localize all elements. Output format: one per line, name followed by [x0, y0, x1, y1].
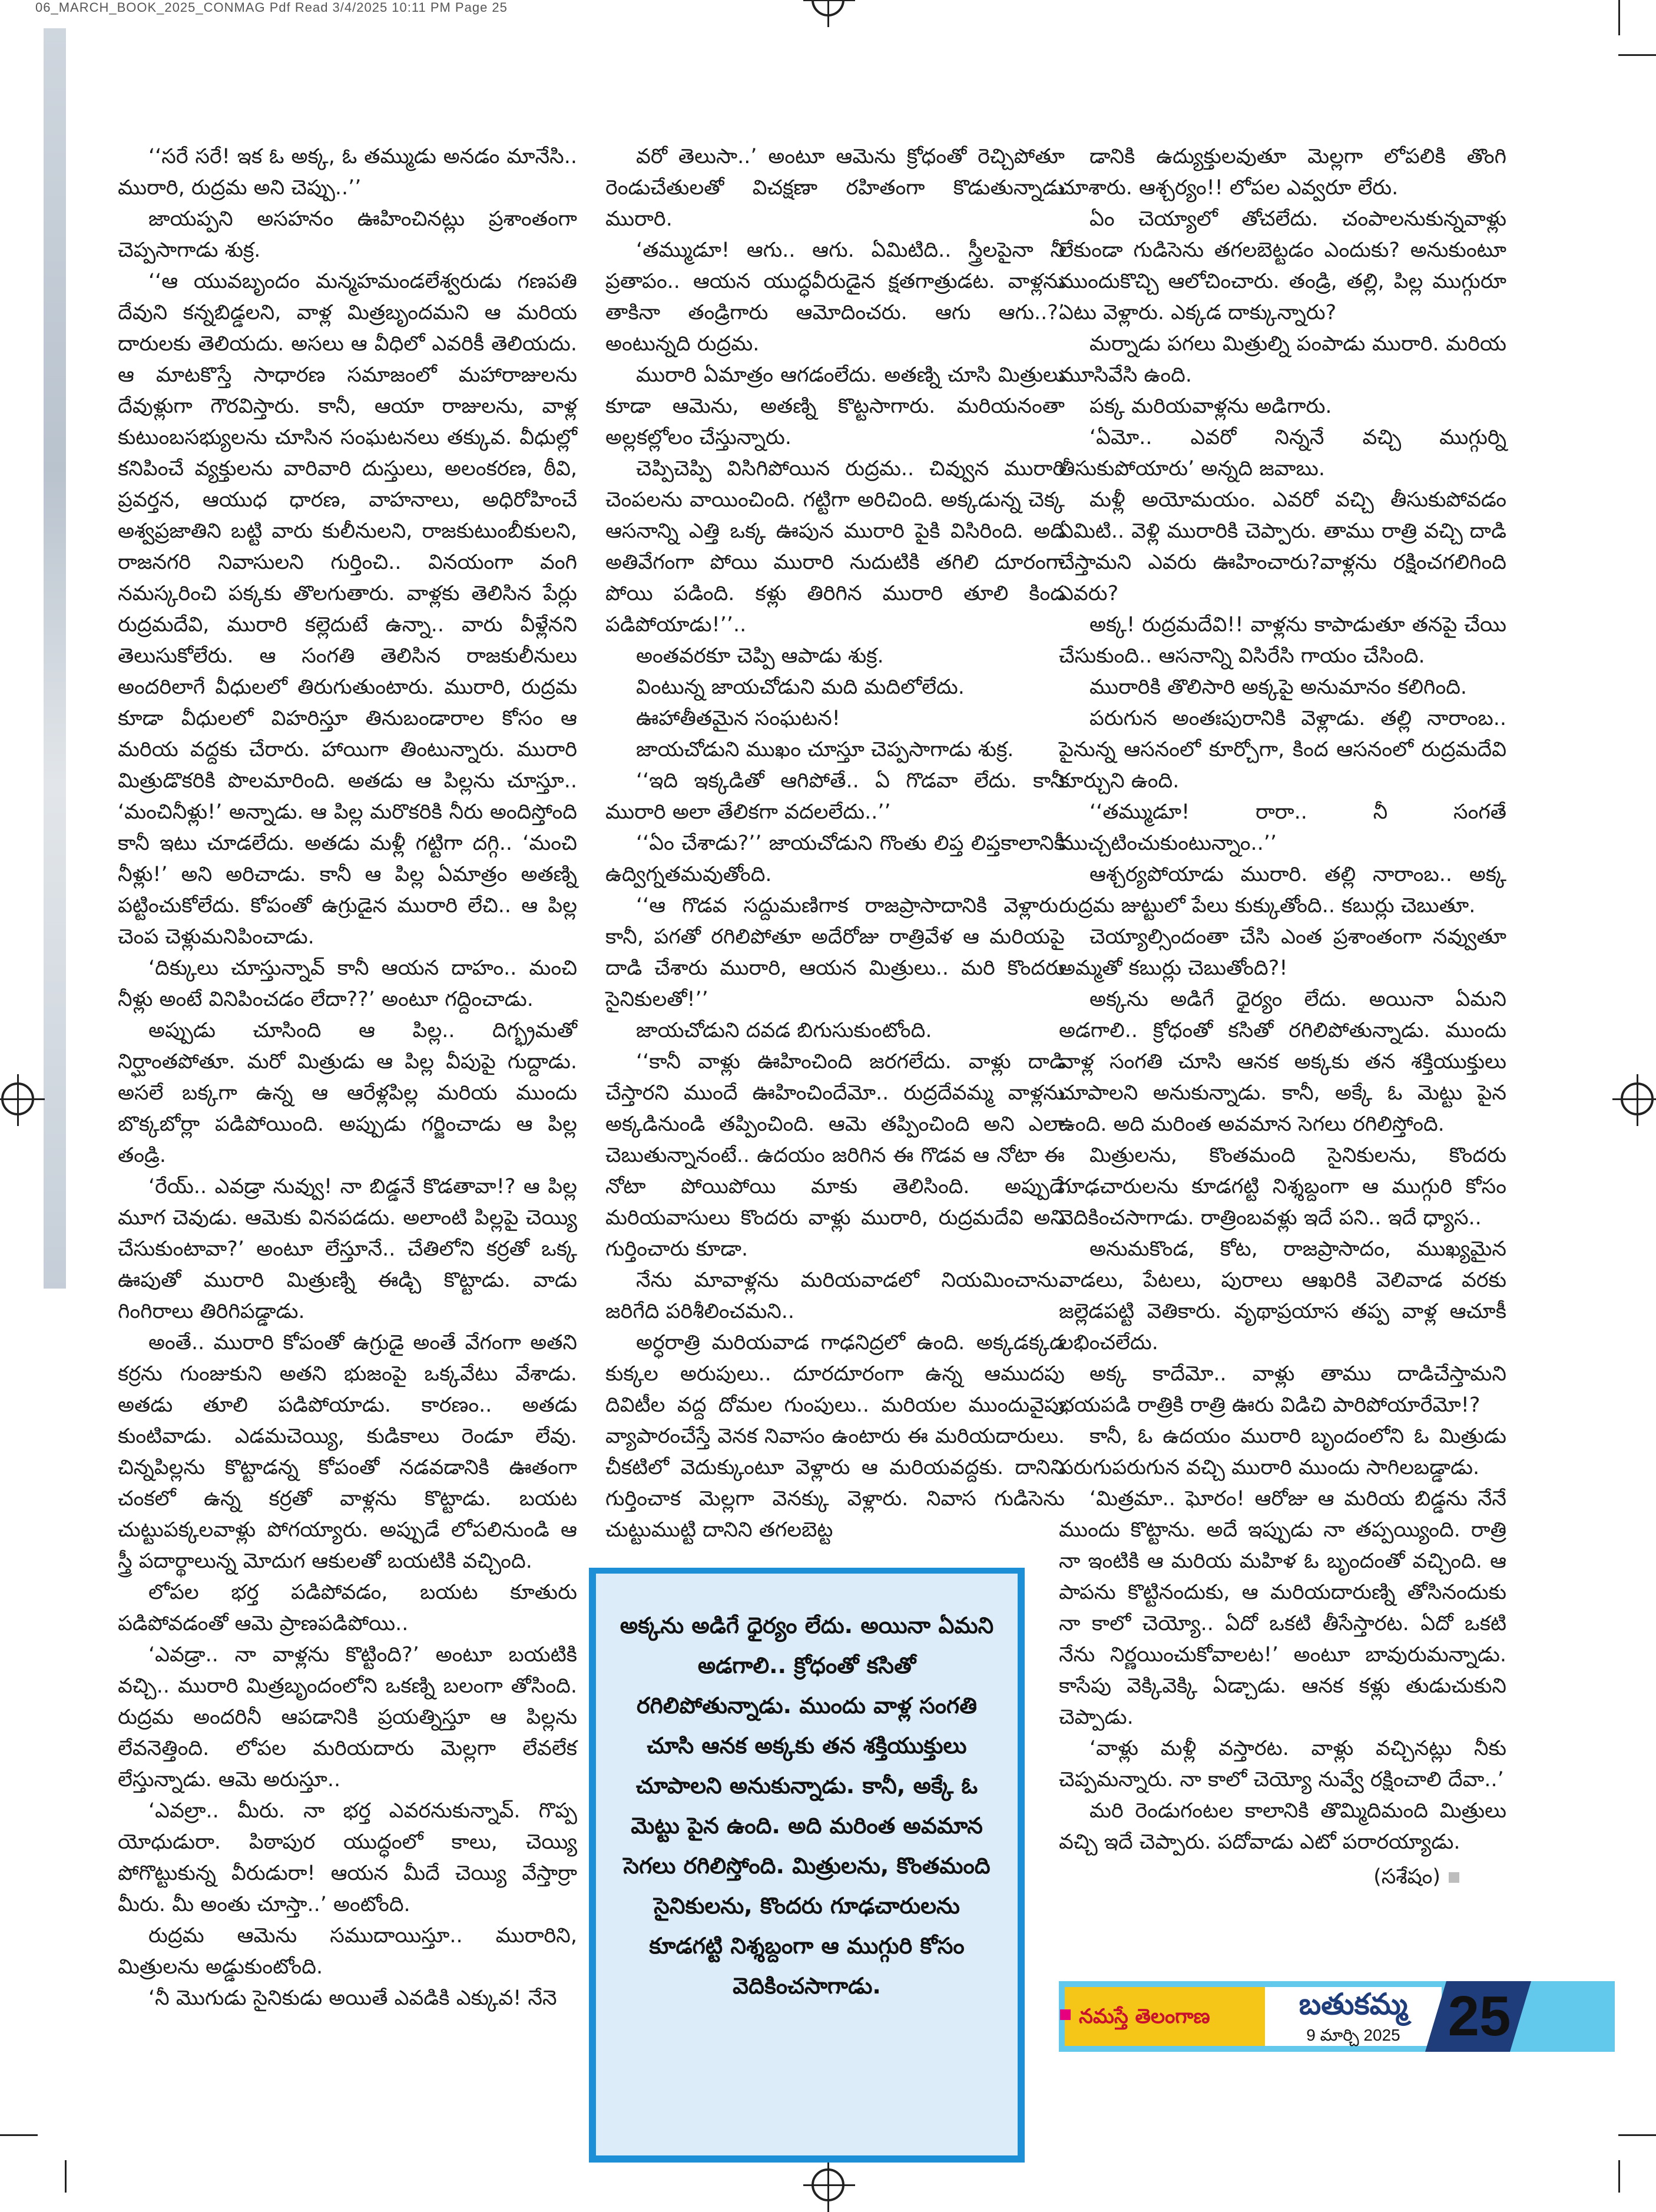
- paragraph: ‘రేయ్.. ఎవడ్రా నువ్వు! నా బిడ్డనే కొడతావా!? ఆ పిల్ల మూగ చెవుడు. ఆమెకు వినపడదు. అలాంటి పిల్లపై చెయ్యి చేసుకుంటావా?’ అంటూ లేస్తూనే.. చేతిలోని కర్రతో ఒక్క ఊపుతో మురారి మిత్రుణ్ని ఈడ్చి కొట్టాడు. వాడు గింగిరాలు తిరిగిపడ్డాడు.: [118, 1175, 577, 1323]
- paragraph: ‘వాళ్లు మళ్లీ వస్తారట. వాళ్లు వచ్చినట్లు నీకు చెప్పమన్నారు. నా కాలో చెయ్యో నువ్వే రక్షించాలి దేవా..’: [1059, 1737, 1506, 1792]
- page-number: 25: [1448, 1985, 1511, 2048]
- paragraph: ఏం చెయ్యాలో తోచలేదు. చంపాలనుకున్నవాళ్లు లేకుండా గుడిసెను తగలబెట్టడం ఎందుకు? అనుకుంటూ ముందుకొచ్చి ఆలోచించారు. తండ్రి, తల్లి, పిల్ల ముగ్గురూ ఎటు వెళ్లారు. ఎక్కడ దాక్కున్నారు?: [1059, 207, 1506, 324]
- paragraph: అంతే.. మురారి కోపంతో ఉగ్రుడై అంతే వేగంగా అతని కర్రను గుంజుకుని అతని భుజంపై ఒక్కవేటు వేశాడు. అతడు తూలి పడిపోయాడు. కారణం.. అతడు కుంటివాడు. ఎడమచెయ్యి, కుడికాలు రెండూ లేవు. చిన్నపిల్లను కొట్టాడన్న కోపంతో నడవడానికి ఊతంగా చంకలో ఉన్న కర్రతో వాళ్లను కొట్టాడు. బయట చుట్టుపక్కలవాళ్లు పోగయ్యారు. అప్పుడే లోపలినుండి ఆ స్త్రీ పదార్థాలున్న మోదుగ ఆకులతో బయటికి వచ్చింది.: [118, 1331, 577, 1573]
- end-square-icon: [1449, 1872, 1459, 1883]
- paragraph: అక్క! రుద్రమదేవి!! వాళ్లను కాపాడుతూ తనపై చేయి చేసుకుంది.. ఆసనాన్ని విసిరేసి గాయం చేసింది.: [1059, 613, 1506, 668]
- crop-mark: [65, 2160, 67, 2193]
- paragraph: ఊహాతీతమైన సంఘటన!: [636, 707, 840, 730]
- magazine-name: బతుకమ్మ: [1299, 1987, 1408, 2021]
- text-column-3: [1059, 141, 1506, 1955]
- continued-signoff: [1059, 1862, 1506, 1893]
- paragraph: చెప్పిచెప్పి విసిగిపోయిన రుద్రమ.. చివ్వున మురారి చెంపలను వాయించింది. గట్టిగా అరిచింది. అక్కడున్న చెక్క ఆసనాన్ని ఎత్తి ఒక్క ఊపున మురారి పైకి విసిరింది. అది అతివేగంగా పోయి మురారి నుదుటికి తగిలి దూరంగా పోయి పడింది. కళ్లు తిరిగిన మురారి తూలి కింద పడిపోయాడు!’’..: [605, 457, 1065, 637]
- signoff-text: (సశేషం): [1373, 1865, 1440, 1889]
- paragraph: అక్క కాదేమో.. వాళ్లు తాము దాడిచేస్తామని భయపడి రాత్రికి రాత్రి ఊరు విడిచి పారిపోయారేమో!?: [1059, 1362, 1506, 1417]
- text-column-1: [118, 141, 577, 2014]
- paragraph: పక్క మరియవాళ్లను అడిగారు.: [1089, 395, 1332, 418]
- paragraph: ‘‘ఏం చేశాడు?’’ జాయచోడుని గొంతు లిప్త లిప్తకాలానికీ ఉద్విగ్నతమవుతోంది.: [605, 832, 1065, 886]
- paragraph: మురారికి తొలిసారి అక్కపై అనుమానం కలిగింది.: [1089, 675, 1468, 699]
- left-image-strip: [44, 28, 66, 1289]
- paragraph: ‘ఎవల్రా.. మీరు. నా భర్త ఎవరనుకున్నావ్. గొప్ప యోధుడురా. పిఠాపుర యుద్ధంలో కాలు, చెయ్యి పోగొట్టుకున్న వీరుడురా! ఆయన మీదే చెయ్యి వేస్తార్రా మీరు. మీ అంతు చూస్తా..’ అంటోంది.: [118, 1799, 577, 1916]
- paragraph: డానికి ఉద్యుక్తులవుతూ మెల్లగా లోపలికి తొంగి చూశారు. ఆశ్చర్యం!! లోపల ఎవ్వరూ లేరు.: [1059, 145, 1506, 200]
- paragraph: అంతవరకూ చెప్పి ఆపాడు శుక్ర.: [636, 644, 884, 668]
- paragraph: జాయచోడుని దవడ బిగుసుకుంటోంది.: [636, 1019, 932, 1042]
- paragraph: ‘‘కానీ వాళ్లు ఊహించింది జరగలేదు. వాళ్లు దాడి చేస్తారని ముందే ఊహించిందేమో.. రుద్రదేవమ్మ వాళ్లను అక్కడినుండి తప్పించింది. ఆమె తప్పించింది అని ఎలా చెబుతున్నానంటే.. ఉదయం జరిగిన ఈ గొడవ ఆ నోటా ఈ నోటా పోయిపోయి మాకు తెలిసింది. అప్పుడే మరియవాసులు కొందరు వాళ్లు మురారి, రుద్రమదేవి అని గుర్తించారు కూడా.: [605, 1050, 1065, 1261]
- paragraph: రుద్రమ ఆమెను సముదాయిస్తూ.. మురారిని, మిత్రులను అడ్డుకుంటోంది.: [118, 1924, 577, 1979]
- paragraph: నేను మావాళ్లను మరియవాడలో నియమించాను. జరిగేది పరిశీలించమని..: [605, 1269, 1065, 1323]
- crop-mark: [1618, 0, 1620, 35]
- paragraph: ‘ఎవడ్రా.. నా వాళ్లను కొట్టింది?’ అంటూ బయటికి వచ్చి.. మురారి మిత్రబృందంలోని ఒకణ్ని బలంగా తోసింది. రుద్రమ అందరినీ ఆపడానికి ప్రయత్నిస్తూ ఆ పిల్లను లేవనెత్తింది. లోపల మరియదారు మెల్లగా లేవలేక లేస్తున్నాడు. ఆమె అరుస్తూ..: [118, 1643, 577, 1792]
- paragraph: ఆశ్చర్యపోయాడు మురారి. తల్లి నారాంబ.. అక్క రుద్రమ జుట్టులో పేలు కుక్కుతోంది.. కబుర్లు చెబుతూ.: [1059, 863, 1506, 918]
- paragraph: ‘‘ఆ గొడవ సద్దుమణిగాక రాజప్రాసాదానికి వెళ్లారు. కానీ, పగతో రగిలిపోతూ అదేరోజు రాత్రివేళ ఆ మరియపై దాడి చేశారు మురారి, ఆయన మిత్రులు.. మరి కొందరు సైనికులతో!’’: [605, 894, 1065, 1011]
- crop-mark: [1618, 2134, 1656, 2136]
- paragraph: ‘దిక్కులు చూస్తున్నావ్ కానీ ఆయన దాహం.. మంచి నీళ్లు అంటే వినిపించడం లేదా??’ అంటూ గద్దించాడు.: [118, 956, 577, 1011]
- registration-mark-icon: [1, 1082, 34, 1115]
- paragraph: అనుమకొండ, కోట, రాజప్రాసాదం, ముఖ్యమైన వాడలు, పేటలు, పురాలు ఆఖరికి వెలివాడ వరకు జల్లెడపట్టి వెతికారు. వృథాప్రయాస తప్ప వాళ్ల ఆచూకీ లభించలేదు.: [1059, 1237, 1506, 1355]
- paragraph: కానీ, ఓ ఉదయం మురారి బృందంలోని ఓ మిత్రుడు పరుగుపరుగున వచ్చి మురారి ముందు సాగిలబడ్డాడు.: [1059, 1425, 1506, 1479]
- paragraph: అర్ధరాత్రి మరియవాడ గాఢనిద్రలో ఉంది. అక్కడక్కడ కుక్కల అరుపులు.. దూరదూరంగా ఉన్న ఆముదపు దివిటీల వద్ద దోమల గుంపులు.. మరియల ముందువైపు వ్యాపారంచేస్తే వెనక నివాసం ఉంటారు ఈ మరియదారులు. చీకటిలో వెదుక్కుంటూ వెళ్లారు ఆ మరియవద్దకు. దానిని గుర్తించాక మెల్లగా వెనక్కు వెళ్లారు. నివాస గుడిసెను చుట్టుముట్టి దానిని తగలబెట్ట: [605, 1331, 1065, 1542]
- issue-date: 9 మార్చి 2025: [1306, 2026, 1400, 2044]
- paragraph: మురారి ఏమాత్రం ఆగడంలేదు. అతణ్ని చూసి మిత్రులు కూడా ఆమెను, అతణ్ని కొట్టసాగారు. మరియనంతా అల్లకల్లోలం చేస్తున్నారు.: [605, 363, 1065, 449]
- paragraph: లోపల భర్త పడిపోవడం, బయట కూతురు పడిపోవడంతో ఆమె ప్రాణపడిపోయి..: [118, 1581, 577, 1635]
- crop-mark: [1618, 54, 1656, 56]
- pull-quote-text: అక్కను అడిగే ధైర్యం లేదు. అయినా ఏమని అడగాలి.. క్రోధంతో కసితో రగిలిపోతున్నాడు. ముందు వాళ్ల సంగతి చూసి ఆనక అక్కకు తన శక్తియుక్తులు చూపాలని అనుకున్నాడు. కానీ, అక్కే ఓ మెట్టు పైన ఉంది. అది మరింత అవమాన సెగలు రగిలిస్తోంది. మిత్రులను, కొంతమంది సైనికులను, కొందరు గూఢచారులను కూడగట్టి నిశ్శబ్దంగా ఆ ముగ్గురి కోసం వెదికించసాగాడు.: [620, 1612, 994, 1999]
- paragraph: ‘తమ్ముడూ! ఆగు.. ఆగు. ఏమిటిది.. స్త్రీలపైనా నీ ప్రతాపం.. ఆయన యుద్ధవీరుడైన క్షతగాత్రుడట. వాళ్లను తాకినా తండ్రిగారు ఆమోదించరు. ఆగు ఆగు..?’ అంటున్నది రుద్రమ.: [605, 239, 1065, 356]
- print-slug: 06_MARCH_BOOK_2025_CONMAG Pdf Read 3/4/2025 10:11 PM Page 25: [35, 0, 508, 15]
- crop-mark: [0, 2134, 38, 2136]
- paragraph: ‘మిత్రమా.. ఘోరం! ఆరోజు ఆ మరియ బిడ్డను నేనే ముందు కొట్టాను. అదే ఇప్పుడు నా తప్పయ్యింది. రాత్రి నా ఇంటికి ఆ మరియ మహిళ ఓ బృందంతో వచ్చింది. ఆ పాపను కొట్టినందుకు, ఆ మరియదారుణ్ని తోసినందుకు నా కాలో చెయ్యో.. ఏదో ఒకటి తీసేస్తారట. ఏదో ఒకటి నేను నిర్ణయించుకోవాలట!’ అంటూ బావురుమన్నాడు. కాసేపు వెక్కివెక్కి ఏడ్చాడు. ఆనక కళ్లు తుడుచుకుని చెప్పాడు.: [1059, 1487, 1506, 1729]
- paragraph: మర్నాడు పగలు మిత్రుల్ని పంపాడు మురారి. మరియ మూసివేసి ఉంది.: [1059, 332, 1506, 387]
- paragraph: ‘ఏమో.. ఎవరో నిన్ననే వచ్చి ముగ్గుర్ని తీసుకుపోయారు’ అన్నది జవాబు.: [1059, 426, 1506, 481]
- paragraph: ‘‘తమ్ముడూ! రారా.. నీ సంగతే ముచ్చటించుకుంటున్నాం..’’: [1059, 800, 1506, 855]
- paragraph: అప్పుడు చూసింది ఆ పిల్ల.. దిగ్భ్రమతో నిర్ఘాంతపోతూ. మరో మిత్రుడు ఆ పిల్ల వీపుపై గుద్దాడు. అసలే బక్కగా ఉన్న ఆ ఆరేళ్లపిల్ల మరియ ముందు బొక్కబోర్లా పడిపోయింది. అప్పుడు గర్జించాడు ఆ పిల్ల తండ్రి.: [118, 1019, 577, 1167]
- registration-mark-icon: [812, 2168, 844, 2201]
- paragraph: ‘‘ఇది ఇక్కడితో ఆగిపోతే.. ఏ గొడవా లేదు. కానీ మురారి అలా తేలికగా వదలలేదు..’’: [605, 769, 1065, 824]
- paragraph: ‘‘ఆ యువబృందం మన్మహమండలేశ్వరుడు గణపతి దేవుని కన్నబిడ్డలని, వాళ్ల మిత్రబృందమని ఆ మరియ దారులకు తెలియదు. అసలు ఆ వీధిలో ఎవరికీ తెలియదు. ఆ మాటకొస్తే సాధారణ సమాజంలో మహారాజులను దేవుళ్లుగా గౌరవిస్తారు. కానీ, ఆయా రాజులను, వాళ్ల కుటుంబసభ్యులను చూసిన సంఘటనలు తక్కువ. వీధుల్లో కనిపించే వ్యక్తులను వారివారి దుస్తులు, అలంకరణ, ఠీవి, ప్రవర్తన, ఆయుధ ధారణ, వాహనాలు, అధిరోహించే అశ్వప్రజాతిని బట్టి వారు కులీనులని, రాజకుటుంబీకులని, రాజనగరి నివాసులని గుర్తించి.. వినయంగా వంగి నమస్కరించి పక్కకు తొలగుతారు. వాళ్లకు తెలిసిన పేర్లు రుద్రమదేవి, మురారి కల్లెదుటే ఉన్నా.. వారు వీళ్లేనని తెలుసుకోలేరు. ఆ సంగతి తెలిసిన రాజకులీనులు అందరిలాగే వీధులలో తిరుగుతుంటారు. మురారి, రుద్రమ కూడా వీధులలో విహరిస్తూ తినుబండారాల కోసం ఆ మరియ వద్దకు చేరారు. హాయిగా తింటున్నారు. మురారి మిత్రుడొకరికి పొలమారింది. అతడు ఆ పిల్లను చూస్తూ.. ‘మంచినీళ్లు!’ అన్నాడు. ఆ పిల్ల మరొకరికి నీరు అందిస్తోంది కానీ ఇటు చూడలేదు. అతడు మళ్లీ గట్టిగా దగ్గి.. ‘మంచి నీళ్లు!’ అని అరిచాడు. కానీ ఆ పిల్ల ఏమాత్రం అతణ్ని పట్టించుకోలేదు. కోపంతో ఉగ్రుడైన మురారి లేచి.. ఆ పిల్ల చెంప చెళ్లుమనిపించాడు.: [118, 270, 577, 949]
- paragraph: మిత్రులను, కొంతమంది సైనికులను, కొందరు గూఢచారులను కూడగట్టి నిశ్శబ్దంగా ఆ ముగ్గురి కోసం వెదికించసాగాడు. రాత్రింబవళ్లు ఇదే పని.. ఇదే ధ్యాస..: [1059, 1144, 1506, 1230]
- paragraph: మళ్లీ అయోమయం. ఎవరో వచ్చి తీసుకుపోవడం ఏమిటి.. వెళ్లి మురారికి చెప్పారు. తాము రాత్రి వచ్చి దాడి చేస్తామని ఎవరు ఊహించారు?వాళ్లను రక్షించగలిగింది ఎవరు?: [1059, 488, 1506, 605]
- paragraph: జాయప్పని అసహనం ఊహించినట్లు ప్రశాంతంగా చెప్పసాగాడు శుక్ర.: [118, 207, 577, 262]
- text-column-2: [605, 141, 1065, 1555]
- paragraph: ‘నీ మొగుడు సైనికుడు అయితే ఎవడికి ఎక్కువ! నేనె: [148, 1986, 557, 2010]
- paragraph: మరి రెండుగంటల కాలానికి తొమ్మిదిమంది మిత్రులు వచ్చి ఇదే చెప్పారు. పదోవాడు ఎటో పరారయ్యాడు.: [1059, 1799, 1506, 1854]
- paragraph: అక్కను అడిగే ధైర్యం లేదు. అయినా ఏమని అడగాలి.. క్రోధంతో కసితో రగిలిపోతున్నాడు. ముందు వాళ్ల సంగతి చూసి ఆనక అక్కకు తన శక్తియుక్తులు చూపాలని అనుకున్నాడు. కానీ, అక్కే ఓ మెట్టు పైన ఉంది. అది మరింత అవమాన సెగలు రగిలిస్తోంది.: [1059, 988, 1506, 1136]
- paragraph: పరుగున అంతఃపురానికి వెళ్లాడు. తల్లి నారాంబ.. పైనున్న ఆసనంలో కూర్చోగా, కింద ఆసనంలో రుద్రమదేవి కూర్చుని ఉంది.: [1059, 707, 1506, 793]
- paragraph: జాయచోడుని ముఖం చూస్తూ చెప్పసాగాడు శుక్ర.: [636, 738, 1014, 761]
- crop-mark: [1618, 2160, 1620, 2193]
- newspaper-name: నమస్తే తెలంగాణ: [1079, 2005, 1210, 2028]
- registration-mark-icon: [1621, 1082, 1654, 1115]
- paragraph: వరో తెలుసా..’ అంటూ ఆమెను క్రోధంతో రెచ్చిపోతూ రెండుచేతులతో విచక్షణా రహితంగా కొడుతున్నాడు మురారి.: [605, 145, 1065, 231]
- paragraph: ‘‘సరే సరే! ఇక ఓ అక్క, ఓ తమ్ముడు అనడం మానేసి.. మురారి, రుద్రమ అని చెప్పు..’’: [118, 145, 577, 200]
- paragraph: చెయ్యాల్సిందంతా చేసి ఎంత ప్రశాంతంగా నవ్వుతూ అమ్మతో కబుర్లు చెబుతోంది?!: [1059, 925, 1506, 980]
- bullet-square-icon: [1060, 2009, 1071, 2020]
- paragraph: వింటున్న జాయచోడుని మది మదిలోలేదు.: [636, 675, 965, 699]
- pull-quote-box: [589, 1568, 1025, 2163]
